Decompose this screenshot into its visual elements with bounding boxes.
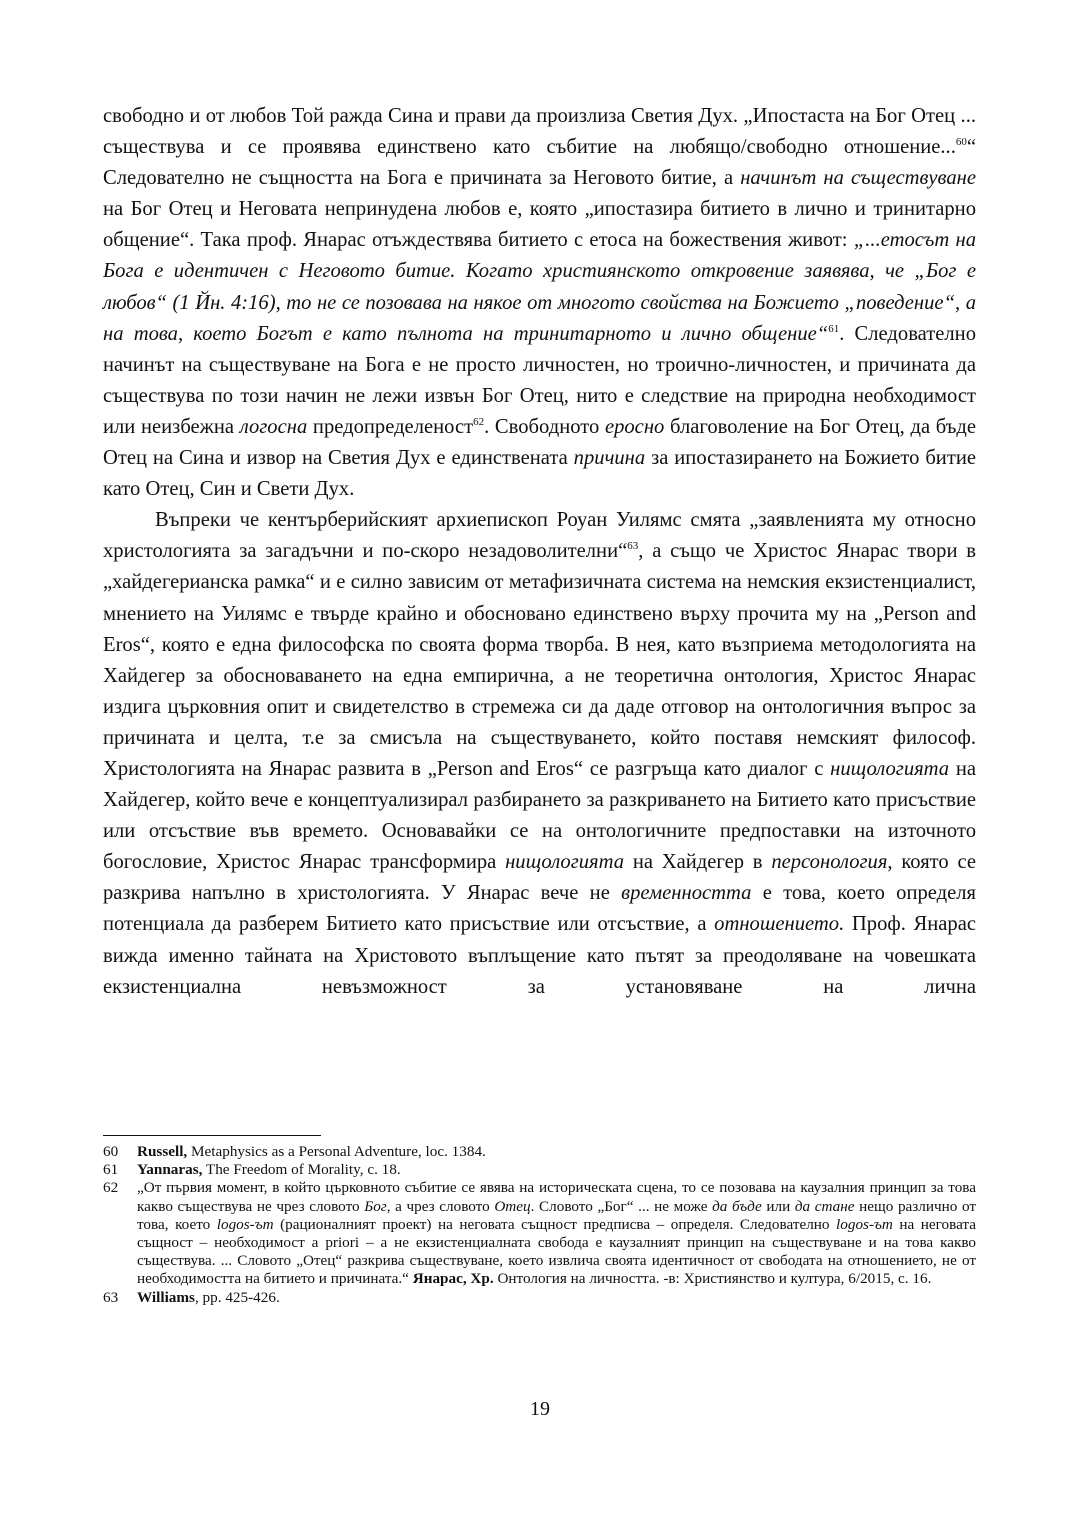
- footnote-text: [137, 1143, 976, 1161]
- footnote-number: 63: [103, 1288, 119, 1306]
- bold-text: Янарас, Хр.: [412, 1270, 494, 1288]
- bold-text: Williams: [137, 1288, 195, 1306]
- text-run: , а също че Христос Янарас твори в „хайдегерианска рамка“ и е силно зависим от метафизичната система на немския екзистенциалист, мнението на Уилямс е твърде крайно и обосновано единствено върху прочита му на „Person and Eros“, която е една философска по своята форма творба. В нея, като възприема методологията на Хайдегер за обосноваването на една емпирична, а не теоретична онтология, Христос Янарас издига църковния опит и свидетелство в стремежа си да даде отговор на онтологичния въпрос за причината и целта, т.е за смисъла на съществуването, който поставя немският философ. Христологията на Янарас развита в „Person and Eros“ се разгръща като диалог с: [103, 540, 976, 780]
- text-run: на Хайдегер, който вече е концептуализирал разбирането за разкриването на Битието като присъствие или отсъствие във времето. Основавайки се на онтологичните предпоставки на източното богословие, Христос Янарас трансформира: [103, 757, 976, 874]
- italic-text: причина: [573, 447, 646, 470]
- text-run: нещо различно от това, което: [137, 1197, 976, 1233]
- footnote-number: 60: [103, 1143, 119, 1160]
- text-run: Проф. Янарас вижда именно тайната на Христовото въплъщение като пътят за преодоляване на човешката екзистенциална невъзможност за установяване на лична: [103, 913, 976, 998]
- italic-text: нищологията: [830, 757, 950, 780]
- footnote-separator: [103, 1135, 321, 1136]
- italic-text: временността: [621, 882, 752, 905]
- italic-text: отношението.: [714, 913, 845, 936]
- italic-text: еросно: [604, 415, 665, 438]
- text-run: „От първия момент, в който църковното събитие се явява на историческата сцена, то се позовава на каузалния принцип за това какво съществува не чрез словото: [137, 1179, 976, 1215]
- footnote-reference: 63: [627, 540, 639, 553]
- footnotes: [103, 1143, 976, 1307]
- italic-text: начинът на съществуване: [740, 167, 977, 190]
- text-run: . Следователно начинът на съществуване на Бога е не просто личностен, но троично-личностен, и причината да съществува по този начин не лежи извън Бог Отец, нито е следствие на природна необходимост или неизбежна: [103, 322, 976, 438]
- paragraph: [103, 101, 976, 505]
- footnote-text: [137, 1289, 976, 1307]
- italic-text: Бог: [364, 1197, 387, 1215]
- italic-text: да стане: [794, 1197, 855, 1215]
- text-run: свободно и от любов Той ражда Сина и прави да произлиза Светия Дух. „Ипостаста на Бог Отец ... съществува и се проявява единствено като събитие на любящо/свободно отношение...: [103, 105, 976, 159]
- bold-text: Yannaras,: [137, 1161, 203, 1179]
- text-run: Metaphysics as a Personal Adventure, loc. 1384.: [187, 1143, 486, 1160]
- paragraph: [103, 505, 976, 1003]
- footnote: [103, 1179, 976, 1288]
- text-run: The Freedom of Morality, с. 18.: [202, 1161, 401, 1179]
- text-run: на неговата същност – необходимост a priori – а не екзистенциалната свобода е каузалният принцип на съществуване и на това какво съществува. ... Словото „Отец“ разкрива съществуване, което извлича своята идентичност от свободата на отношението, не от необходимостта на битието и причината.“: [137, 1215, 976, 1288]
- italic-text: нищологията: [505, 851, 625, 874]
- text-run: “ Следователно не същността на Бога е причината за Неговото битие, а: [103, 136, 976, 190]
- text-run: е това, което определя потенциала да разберем Битието като присъствие или отсъствие, а: [103, 882, 976, 936]
- italic-text: да бъде: [712, 1197, 762, 1215]
- text-run: . Свободното: [484, 415, 605, 438]
- italic-text: logos-ът: [836, 1215, 893, 1233]
- italic-text: логосна: [239, 415, 308, 438]
- footnote-text: [137, 1161, 976, 1179]
- text-run: предопределеност: [307, 415, 474, 438]
- footnote-text: [137, 1179, 976, 1288]
- text-run: Онтология на личността. -в: Християнство и култура, 6/2015, с. 16.: [493, 1270, 932, 1288]
- text-run: , която се разкрива напълно в христологията. У Янарас вече не: [103, 851, 977, 905]
- text-run: или: [761, 1197, 795, 1215]
- italic-text: персонология: [771, 851, 888, 874]
- text-run: на Хайдегер в: [624, 851, 772, 874]
- body-text: [103, 101, 976, 1003]
- footnote-reference: 62: [473, 416, 485, 429]
- italic-text: „...етосът на Бога е идентичен с Неговото битие. Когато християнското откровение заявява, че „Бог е любов“ (1 Йн. 4:16), то не се позовава на някое от многото свойства на Божието „поведение“, а на това, което Богът е като пълнота на тринитарното и лично общение“: [103, 229, 976, 345]
- text-run: благоволение на Бог Отец, да бъде Отец на Сина и извор на Светия Дух е единствената: [103, 415, 976, 470]
- footnote-number: 61: [103, 1161, 119, 1179]
- footnote: [103, 1143, 976, 1161]
- footnote-reference: 61: [828, 322, 840, 335]
- footnote: [103, 1289, 976, 1307]
- text-run: Въпреки че кентърберийският архиепископ Роуан Уилямс смята „заявленията му относно христологията за загадъчни и по-скоро незадоволителни“: [103, 509, 976, 563]
- footnote: [103, 1161, 976, 1179]
- page-number: 19: [530, 1398, 550, 1420]
- text-run: за ипостазирането на Божието битие като Отец, Син и Свети Дух.: [103, 447, 976, 501]
- footnote-number: 62: [103, 1179, 119, 1197]
- text-run: , pp. 425-426.: [194, 1288, 280, 1306]
- italic-text: logos-ът: [216, 1215, 274, 1233]
- text-run: (рационалният проект) на неговата същност предписва – определя. Следователно: [273, 1215, 837, 1233]
- text-run: на Бог Отец и Неговата непринудена любов е, която „ипостазира битието в лично и тринитарно общение“. Така проф. Янарас отъждествява битието с етоса на божествения живот:: [103, 198, 976, 252]
- text-run: , а чрез словото: [386, 1197, 495, 1215]
- bold-text: Russell,: [137, 1143, 188, 1160]
- text-run: . Словото „Бог“ ... не може: [530, 1197, 713, 1215]
- italic-text: Отец: [494, 1197, 531, 1215]
- footnote-reference: 60: [955, 136, 967, 149]
